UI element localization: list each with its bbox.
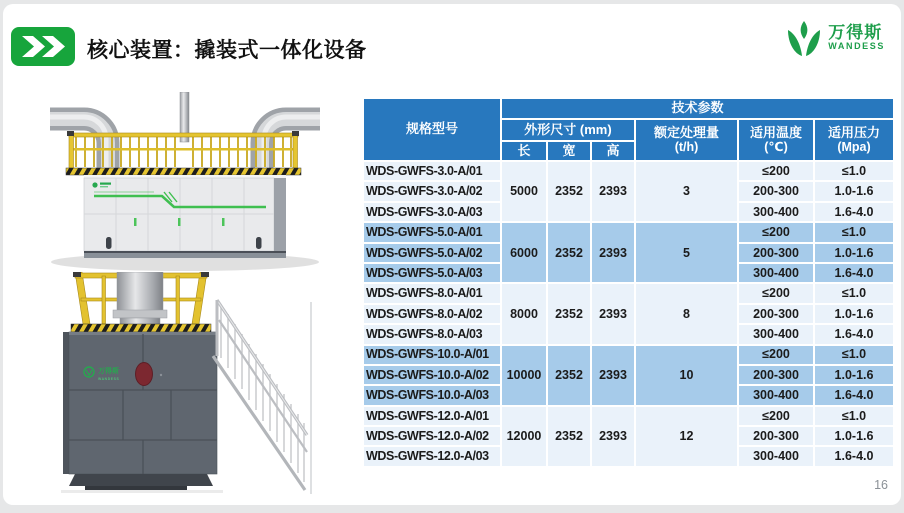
model-cell: WDS-GWFS-12.0-A/01 xyxy=(363,406,501,426)
length-cell: 8000 xyxy=(501,283,547,344)
pressure-cell: ≤1.0 xyxy=(814,161,894,181)
temp-cell: ≤200 xyxy=(738,406,814,426)
model-cell: WDS-GWFS-3.0-A/03 xyxy=(363,202,501,222)
svg-text:WANDESS: WANDESS xyxy=(98,377,120,381)
pressure-cell: ≤1.0 xyxy=(814,222,894,242)
capacity-cell: 10 xyxy=(635,345,738,406)
temp-cell: 200-300 xyxy=(738,365,814,385)
pressure-cell: ≤1.0 xyxy=(814,283,894,303)
length-cell: 10000 xyxy=(501,345,547,406)
capacity-cell: 3 xyxy=(635,161,738,222)
table-row xyxy=(363,222,894,242)
temp-cell: 300-400 xyxy=(738,202,814,222)
col-header-pressure: 适用压力 (Mpa) xyxy=(814,119,894,161)
col-header-tech-params: 技术参数 xyxy=(501,98,894,119)
capacity-cell: 12 xyxy=(635,406,738,467)
height-cell: 2393 xyxy=(591,345,635,406)
pressure-cell: 1.6-4.0 xyxy=(814,324,894,344)
temp-cell: 200-300 xyxy=(738,426,814,446)
col-header-capacity: 额定处理量 (t/h) xyxy=(635,119,738,161)
length-cell: 12000 xyxy=(501,406,547,467)
temp-cell: 300-400 xyxy=(738,446,814,466)
page-number: 16 xyxy=(874,478,888,492)
spec-table xyxy=(362,97,895,468)
temp-cell: 300-400 xyxy=(738,263,814,283)
height-cell: 2393 xyxy=(591,406,635,467)
model-cell: WDS-GWFS-10.0-A/03 xyxy=(363,385,501,405)
equipment-photo-top xyxy=(50,92,320,276)
brand-logo xyxy=(785,18,885,58)
model-cell: WDS-GWFS-10.0-A/02 xyxy=(363,365,501,385)
page-title: 核心装置：撬装式一体化设备 xyxy=(87,39,367,62)
brand-name-en: WANDESS xyxy=(828,41,885,52)
pressure-cell: 1.6-4.0 xyxy=(814,446,894,466)
temp-cell: 200-300 xyxy=(738,304,814,324)
model-cell: WDS-GWFS-5.0-A/02 xyxy=(363,243,501,263)
col-header-temperature: 适用温度 (℃) xyxy=(738,119,814,161)
col-header-height: 高 xyxy=(591,141,635,161)
width-cell: 2352 xyxy=(547,222,591,283)
title-chevron-badge xyxy=(11,27,75,66)
temp-cell: 200-300 xyxy=(738,181,814,201)
table-row xyxy=(363,345,894,365)
pressure-cell: 1.0-1.6 xyxy=(814,304,894,324)
pressure-cell: 1.0-1.6 xyxy=(814,181,894,201)
model-cell: WDS-GWFS-12.0-A/03 xyxy=(363,446,501,466)
col-header-length: 长 xyxy=(501,141,547,161)
pressure-cell: 1.6-4.0 xyxy=(814,385,894,405)
model-cell: WDS-GWFS-8.0-A/02 xyxy=(363,304,501,324)
pressure-cell: 1.0-1.6 xyxy=(814,365,894,385)
model-cell: WDS-GWFS-8.0-A/03 xyxy=(363,324,501,344)
col-header-width: 宽 xyxy=(547,141,591,161)
model-cell: WDS-GWFS-3.0-A/01 xyxy=(363,161,501,181)
equipment-photo-bottom xyxy=(55,272,320,496)
pressure-cell: 1.0-1.6 xyxy=(814,426,894,446)
temp-cell: ≤200 xyxy=(738,283,814,303)
width-cell: 2352 xyxy=(547,161,591,222)
model-cell: WDS-GWFS-5.0-A/01 xyxy=(363,222,501,242)
temp-cell: ≤200 xyxy=(738,222,814,242)
col-header-model: 规格型号 xyxy=(363,98,501,161)
double-chevron-icon xyxy=(11,27,75,66)
svg-text:万得斯: 万得斯 xyxy=(98,368,119,375)
wandess-leaf-icon xyxy=(785,18,823,58)
temp-cell: 300-400 xyxy=(738,385,814,405)
temp-cell: 200-300 xyxy=(738,243,814,263)
table-row xyxy=(363,406,894,426)
height-cell: 2393 xyxy=(591,161,635,222)
width-cell: 2352 xyxy=(547,283,591,344)
pressure-cell: 1.0-1.6 xyxy=(814,243,894,263)
model-cell: WDS-GWFS-8.0-A/01 xyxy=(363,283,501,303)
width-cell: 2352 xyxy=(547,345,591,406)
table-row xyxy=(363,161,894,181)
capacity-cell: 8 xyxy=(635,283,738,344)
model-cell: WDS-GWFS-3.0-A/02 xyxy=(363,181,501,201)
table-row xyxy=(363,283,894,303)
temp-cell: 300-400 xyxy=(738,324,814,344)
length-cell: 6000 xyxy=(501,222,547,283)
width-cell: 2352 xyxy=(547,406,591,467)
capacity-cell: 5 xyxy=(635,222,738,283)
pressure-cell: 1.6-4.0 xyxy=(814,202,894,222)
length-cell: 5000 xyxy=(501,161,547,222)
temp-cell: ≤200 xyxy=(738,345,814,365)
col-header-dimensions: 外形尺寸 (mm) xyxy=(501,119,635,141)
brand-name-cn: 万得斯 xyxy=(828,23,883,43)
height-cell: 2393 xyxy=(591,222,635,283)
slide-card xyxy=(3,4,901,505)
model-cell: WDS-GWFS-5.0-A/03 xyxy=(363,263,501,283)
model-cell: WDS-GWFS-12.0-A/02 xyxy=(363,426,501,446)
pressure-cell: ≤1.0 xyxy=(814,406,894,426)
pressure-cell: ≤1.0 xyxy=(814,345,894,365)
pressure-cell: 1.6-4.0 xyxy=(814,263,894,283)
temp-cell: ≤200 xyxy=(738,161,814,181)
height-cell: 2393 xyxy=(591,283,635,344)
model-cell: WDS-GWFS-10.0-A/01 xyxy=(363,345,501,365)
